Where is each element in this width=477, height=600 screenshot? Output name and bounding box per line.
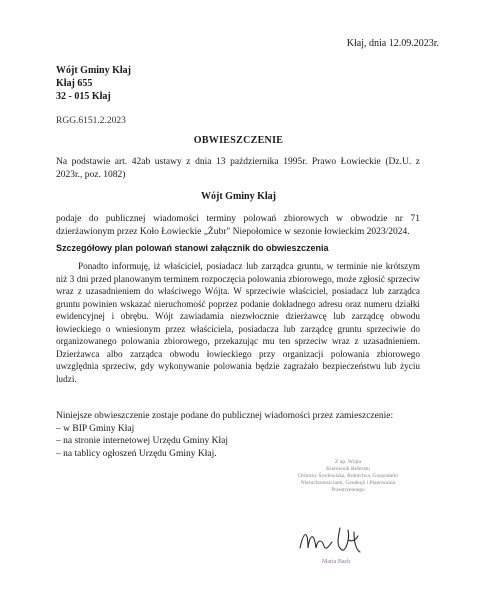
sender-street: Kłaj 655 — [56, 78, 93, 89]
stamp-name: Marta Bach — [322, 559, 351, 565]
list-item: – w BIP Gminy Kłaj — [56, 423, 393, 436]
list-item: – na tablicy ogłoszeń Urzędu Gminy Kłaj. — [56, 448, 393, 461]
main-paragraph: Ponadto informuję, iż właściciel, posiadacz lub zarządca gruntu, w terminie nie krótszym niż 3 dni przed planowanym terminem rozpoczęcia polowania zbiorowego, może zgłosić sprzeciw wraz z uzasadnieniem do właściwego Wójta. W sprzeciwie właściciel, posiadacz lub zarządca gruntu powinien wskazać nieruchomość poprzez podanie dokładnego adresu oraz numeru działki ewidencyjnej i obrębu. Wójt zawiadamia niezwłocznie dzierżawcę lub zarządcę obwodu łowieckiego o wniesionym przez właściciela, posiadacza lub zarządcę gruntu sprzeciwie do organizowanego polowania zbiorowego, przekazując mu ten sprzeciw wraz z uzasadnieniem. Dzierżawca albo zarządca obwodu łowieckiego przy organizacji polowania zbiorowego uwzględnia sprzeciw, gdy wykonywanie polowania będzie zagrażało bezpieczeństwu lub życiu ludzi. — [56, 261, 420, 384]
publication-section — [56, 410, 393, 460]
official-stamp — [288, 459, 408, 494]
plan-heading: Szczegółowy plan polowań stanowi załącznik do obwieszczenia — [56, 243, 329, 253]
reference-number: RGG.6151.2.2023 — [56, 116, 126, 126]
legal-basis: Na podstawie art. 42ab ustawy z dnia 13 października 1995r. Prawo Łowieckie (Dz.U. z 2023r., poz. 1082) — [56, 157, 420, 180]
stamp-line: Ochrony Środowiska, Rolnictwa, Gospodarki — [297, 473, 399, 479]
sender-name: Wójt Gminy Kłaj — [56, 65, 131, 76]
document-title: OBWIESZCZENIE — [193, 135, 284, 146]
sender-address — [56, 64, 131, 103]
handwritten-signature — [296, 518, 378, 566]
publication-intro: Niniejsze obwieszczenie zostaje podane do publicznej wiadomości przez zamieszczenie: — [56, 411, 394, 421]
stamp-line: Z up. Wójta — [334, 459, 362, 465]
notice-text: podaje do publicznej wiadomości terminy polowań zbiorowych w obwodzie nr 71 dzierżawionym przez Koło Łowieckie „Żubr" Niepołomice w sezonie łowieckim 2023/2024. — [56, 214, 420, 237]
stamp-line: Nieruchomościami, Geodezji i Planowania Przestrzennego — [300, 480, 396, 493]
publication-list — [56, 423, 393, 461]
stamp-line: Kierownik Referatu — [326, 466, 370, 472]
list-item: – na stronie internetowej Urzędu Gminy Kłaj — [56, 435, 393, 448]
sender-postcode: 32 - 015 Kłaj — [56, 91, 111, 102]
place-date: Kłaj, dnia 12.09.2023r. — [346, 38, 439, 49]
issuer-heading: Wójt Gminy Kłaj — [201, 191, 276, 202]
